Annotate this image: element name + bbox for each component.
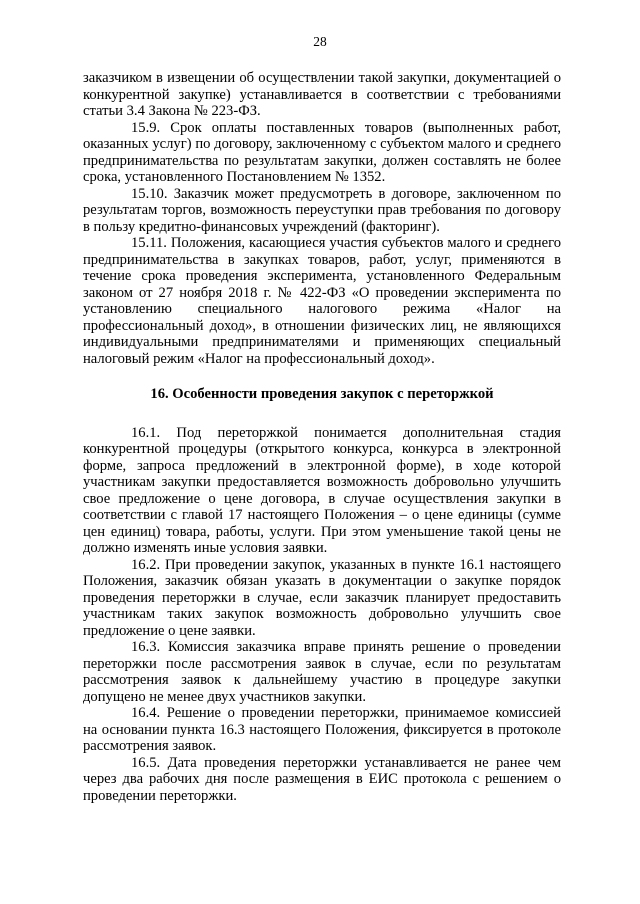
paragraph-continued: заказчиком в извещении об осуществлении такой закупки, документацией о конкурентной закупке) устанавливается в соответствии с требованиями статьи 3.4 Закона № 223-ФЗ. — [83, 70, 561, 119]
paragraph-16-2: 16.2. При проведении закупок, указанных в пункте 16.1 настоящего Положения, заказчик обязан указать в документации о закупке порядок проведения переторжки в случае, если заказчик планирует предоставить участникам таких закупок возможность добровольно улучшить свое предложение о цене заявки. — [83, 556, 561, 639]
paragraph-16-5: 16.5. Дата проведения переторжки устанавливается не ранее чем через два рабочих дня после размещения в ЕИС протокола с решением о проведении переторжки. — [83, 754, 561, 804]
paragraph-15-9: 15.9. Срок оплаты поставленных товаров (выполненных работ, оказанных услуг) по договору, заключенному с субъектом малого и среднего предпринимательства по результатам закупки, должен составлять не более срока, установленного Постановлением № 1352. — [83, 119, 561, 185]
paragraph-15-10: 15.10. Заказчик может предусмотреть в договоре, заключенном по результатам торгов, возможность переуступки прав требования по договору в пользу кредитно-финансовых учреждений (факторинг). — [83, 185, 561, 235]
paragraph-16-4: 16.4. Решение о проведении переторжки, принимаемое комиссией на основании пункта 16.3 настоящего Положения, фиксируется в протоколе рассмотрения заявок. — [83, 705, 561, 754]
paragraph-15-11: 15.11. Положения, касающиеся участия субъектов малого и среднего предпринимательства в закупках товаров, работ, услуг, применяются в течение срока проведения эксперимента, установленного Федеральным законом от 27 ноября 2018 г. № 422-ФЗ «О проведении эксперимента по установлению специального налогового режима «Налог на профессиональный доход», в отношении физических лиц, не являющихся индивидуальными предпринимателями и применяющих специальный налоговый режим «Налог на профессиональный доход». — [83, 235, 561, 367]
paragraph-16-1: 16.1. Под переторжкой понимается дополнительная стадия конкурентной процедуры (открытого конкурса, конкурса в электронной форме, запроса предложений в электронной форме), в ходе которой участникам закупки предоставляется возможность добровольно улучшить свое предложение о цене договора, в случае осуществления закупки в соответствии с главой 17 настоящего Положения – о цене единицы (сумме цен единиц) товара, работы, услуги. При этом уменьшение такой цены не должно изменять иные условия заявки. — [83, 424, 561, 556]
paragraph-16-3: 16.3. Комиссия заказчика вправе принять решение о проведении переторжки после рассмотрения заявок в случае, если по результатам рассмотрения заявок к дальнейшему участию в процедуре закупки допущено не менее двух участников закупки. — [83, 639, 561, 705]
page-number: 28 — [313, 34, 327, 49]
section-heading: 16. Особенности проведения закупок с переторжкой — [150, 386, 494, 402]
document-body — [83, 70, 561, 804]
